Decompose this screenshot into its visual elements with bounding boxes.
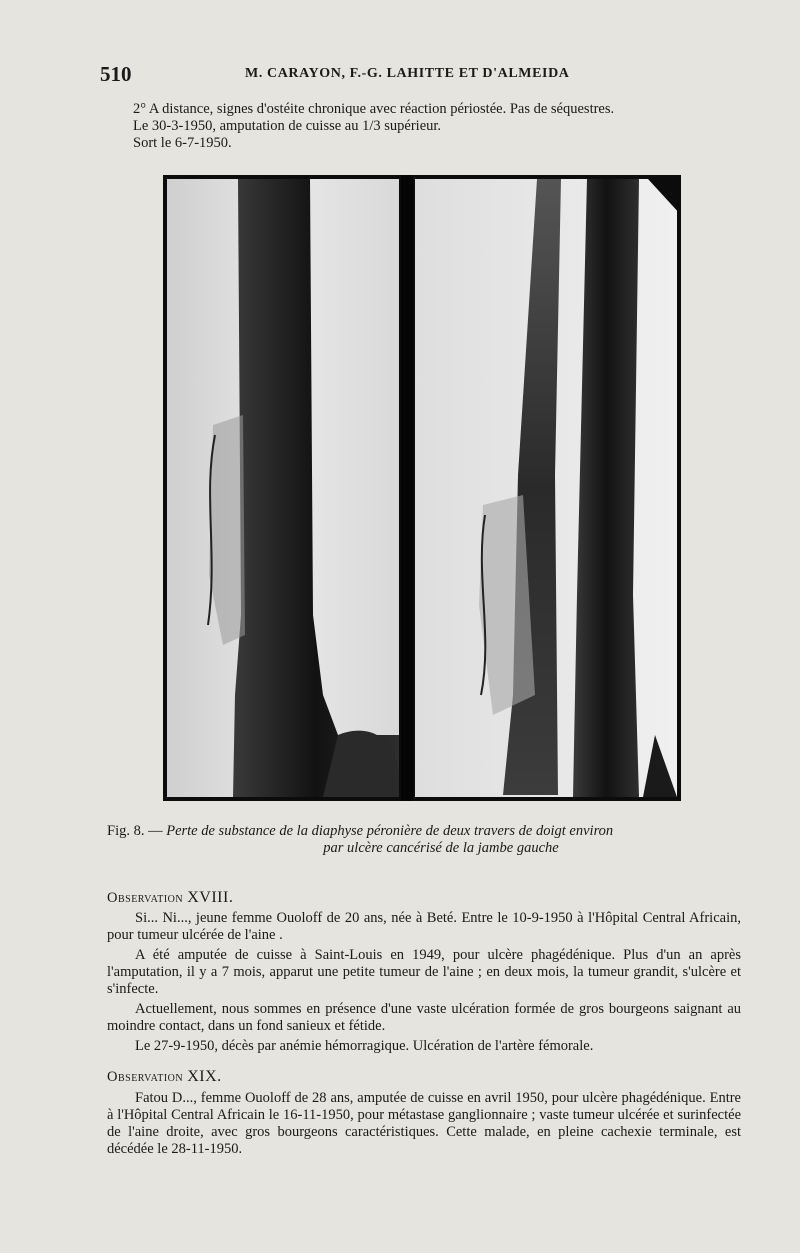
observation-19-number: XIX. [187, 1068, 222, 1085]
page-header [100, 62, 740, 90]
figure-caption [107, 823, 755, 857]
observation-19-body [107, 1090, 741, 1161]
top-line-1: 2° A distance, signes d'ostéite chronique avec réaction périostée. Pas de séquestres. [133, 101, 615, 117]
observation-18-para-1: Si... Ni..., jeune femme Ouoloff de 20 ans, née à Beté. Entre le 10-9-1950 à l'Hôpital Central Africain, pour tumeur ulcérée de l'aine . [107, 910, 741, 943]
top-paragraph [133, 101, 743, 152]
radiograph-figure [163, 175, 681, 801]
observation-18-word: Observation [107, 890, 184, 906]
observation-18-number: XVIII. [187, 889, 234, 906]
observation-18-para-3: Actuellement, nous sommes en présence d'une vaste ulcération formée de gros bourgeons saignant au moindre contact, dans un fond sanieux et fétide. [107, 1001, 741, 1034]
figure-label: Fig. 8. — [107, 823, 163, 839]
caption-line-2: par ulcère cancérisé de la jambe gauche [323, 840, 559, 856]
observation-18-title [107, 889, 233, 907]
page-number: 510 [100, 62, 132, 86]
observation-19-word: Observation [107, 1069, 184, 1085]
top-line-2: Le 30-3-1950, amputation de cuisse au 1/3 supérieur. [133, 118, 442, 134]
observation-18-body [107, 910, 741, 1058]
observation-18-para-4: Le 27-9-1950, décès par anémie hémorragique. Ulcération de l'artère fémorale. [135, 1038, 594, 1054]
running-head: M. CARAYON, F.-G. LAHITTE ET D'ALMEIDA [245, 66, 570, 81]
caption-line-1: Perte de substance de la diaphyse péronière de deux travers de doigt environ [166, 823, 614, 839]
observation-19-para-1: Fatou D..., femme Ouoloff de 28 ans, amputée de cuisse en avril 1950, pour ulcère phagédénique. Entre à l'Hôpital Central Africain le 16-11-1950, pour métastase ganglionnaire ; vaste tumeur ulcérée et surinfectée de l'aine droite, avec gros bourgeons caractéristiques. Cette malade, en pleine cachexie terminale, est décédée le 28-11-1950. [107, 1090, 741, 1157]
radiograph-image [163, 175, 681, 801]
observation-18-para-2: A été amputée de cuisse à Saint-Louis en 1949, pour ulcère phagédénique. Plus d'un an après l'amputation, il y a 7 mois, apparut une petite tumeur de l'aine ; en deux mois, la tumeur grandit, s'ulcère et s'infecte. [107, 947, 741, 997]
top-line-3: Sort le 6-7-1950. [133, 135, 232, 151]
observation-19-title [107, 1068, 222, 1086]
